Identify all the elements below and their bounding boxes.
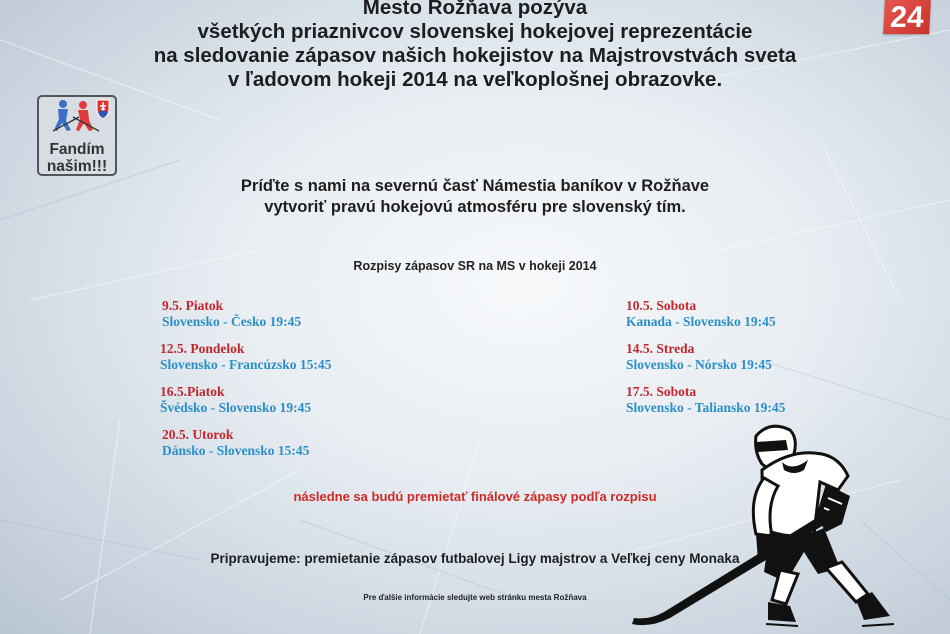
match-day: 9.5. Piatok: [162, 298, 224, 313]
match-item: [626, 384, 785, 416]
hockey-player-illustration: [630, 418, 940, 634]
title-line-1: Mesto Rožňava pozýva: [362, 0, 588, 19]
invite-text: [0, 176, 950, 218]
page-title: [0, 0, 950, 92]
match-item: [160, 384, 311, 416]
info-note: Pre ďalšie informácie sledujte web stránku mesta Rožňava: [363, 593, 587, 602]
24-logo: 24: [883, 0, 931, 34]
match-day: 12.5. Pondelok: [160, 341, 245, 356]
match-game: Slovensko - Francúzsko 15:45: [160, 357, 332, 372]
match-day: 17.5. Sobota: [626, 384, 697, 399]
schedule-title: Rozpisy zápasov SR na MS v hokeji 2014: [353, 259, 597, 273]
match-game: Dánsko - Slovensko 15:45: [162, 443, 310, 458]
hockey-players-flag-icon: [39, 97, 115, 135]
match-item: [160, 341, 331, 373]
match-game: Kanada - Slovensko 19:45: [626, 314, 776, 329]
match-item: [626, 341, 772, 373]
match-day: 20.5. Utorok: [162, 427, 234, 442]
invite-line-1: Príďte s nami na severnú časť Námestia baníkov v Rožňave: [240, 177, 710, 195]
title-line-2: všetkých priaznivcov slovenskej hokejovej reprezentácie: [197, 20, 753, 43]
badge-line-1: Fandím: [49, 141, 105, 158]
match-item: [162, 298, 301, 330]
match-day: 14.5. Streda: [626, 341, 695, 356]
badge-line-2: našim!!!: [46, 158, 108, 175]
title-line-4: v ľadovom hokeji 2014 na veľkoplošnej obrazovke.: [227, 68, 723, 91]
match-game: Slovensko - Taliansko 19:45: [626, 400, 786, 415]
fandim-nasim-badge: [37, 95, 117, 176]
final-matches-note: následne sa budú premietať finálové zápasy podľa rozpisu: [293, 489, 657, 504]
match-item: [162, 427, 309, 459]
match-game: Slovensko - Česko 19:45: [162, 314, 302, 329]
invite-line-2: vytvoriť pravú hokejovú atmosféru pre slovenský tím.: [264, 198, 686, 216]
match-day: 10.5. Sobota: [626, 298, 697, 313]
match-game: Slovensko - Nórsko 19:45: [626, 357, 772, 372]
match-item: [626, 298, 776, 330]
match-game: Švédsko - Slovensko 19:45: [160, 400, 312, 415]
upcoming-note: Pripravujeme: premietanie zápasov futbalovej Ligy majstrov a Veľkej ceny Monaka: [210, 551, 740, 566]
title-line-3: na sledovanie zápasov našich hokejistov na Majstrovstvách sveta: [153, 44, 797, 67]
match-day: 16.5.Piatok: [160, 384, 225, 399]
